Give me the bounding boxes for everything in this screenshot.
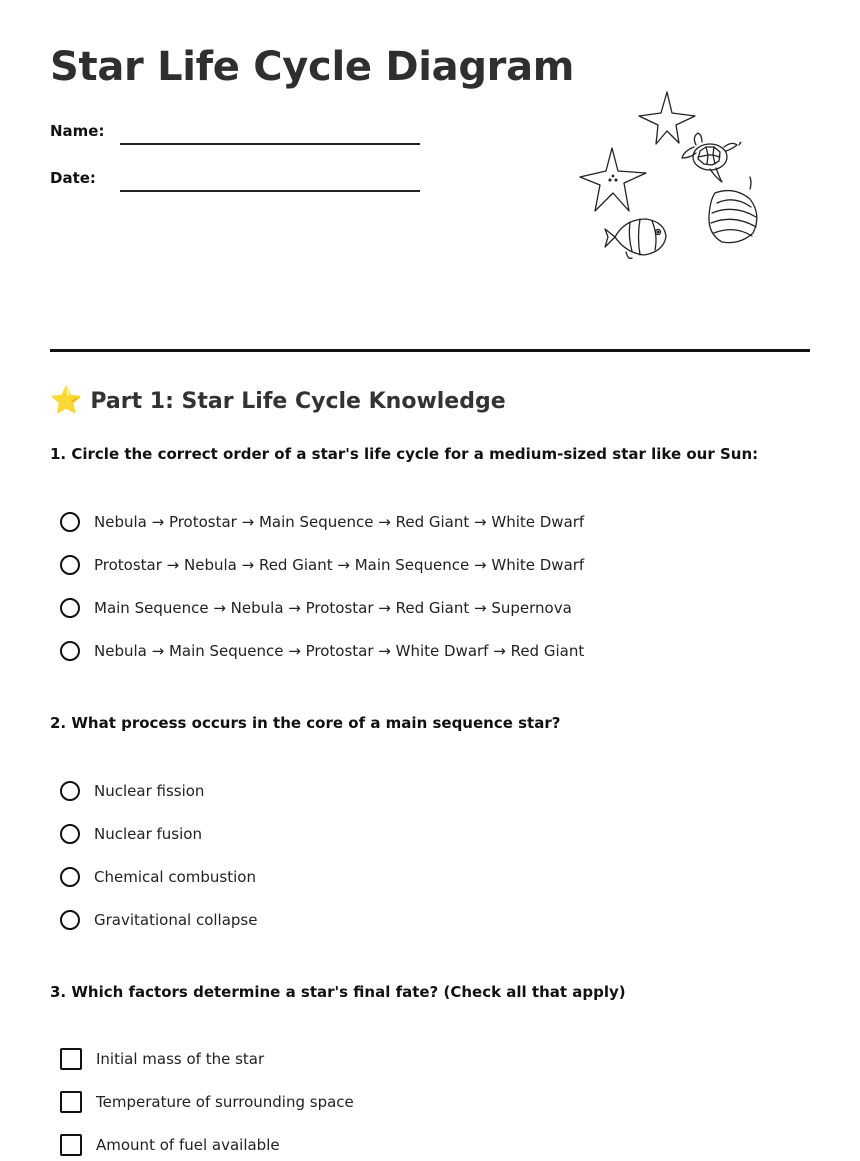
page-title: Star Life Cycle Diagram: [50, 44, 575, 90]
question-1-option[interactable]: [60, 509, 584, 535]
question-2-prompt: 2. What process occurs in the core of a main sequence star?: [50, 714, 561, 732]
radio-button[interactable]: [60, 512, 80, 532]
name-label: Name:: [50, 122, 105, 140]
question-2-option[interactable]: [60, 778, 204, 804]
question-2-option[interactable]: [60, 907, 257, 933]
option-label: Initial mass of the star: [96, 1050, 265, 1068]
fish-icon: [605, 219, 666, 258]
turtle-icon: [682, 133, 741, 182]
radio-button[interactable]: [60, 641, 80, 661]
option-label: Main Sequence → Nebula → Protostar → Red Giant → Supernova: [94, 599, 572, 617]
radio-button[interactable]: [60, 910, 80, 930]
radio-button[interactable]: [60, 867, 80, 887]
starfish-icon: [580, 148, 646, 211]
option-label: Nebula → Main Sequence → Protostar → White Dwarf → Red Giant: [94, 642, 585, 660]
starfish-icon: [639, 92, 695, 144]
checkbox[interactable]: [60, 1048, 82, 1070]
radio-button[interactable]: [60, 598, 80, 618]
name-field[interactable]: [120, 143, 420, 145]
question-3-option[interactable]: [60, 1089, 354, 1115]
question-2-option[interactable]: [60, 864, 256, 890]
option-label: Protostar → Nebula → Red Giant → Main Sequence → White Dwarf: [94, 556, 585, 574]
question-3-option[interactable]: [60, 1046, 264, 1072]
option-label: Gravitational collapse: [94, 911, 258, 929]
star-icon: ⭐: [50, 386, 83, 416]
question-3-prompt: 3. Which factors determine a star's final fate? (Check all that apply): [50, 983, 626, 1001]
section-heading: [50, 386, 506, 416]
question-1-prompt: 1. Circle the correct order of a star's life cycle for a medium-sized star like our Sun:: [50, 445, 759, 463]
option-label: Amount of fuel available: [96, 1136, 280, 1154]
checkbox[interactable]: [60, 1134, 82, 1156]
radio-button[interactable]: [60, 555, 80, 575]
date-label: Date:: [50, 169, 96, 187]
question-3-option[interactable]: [60, 1132, 280, 1158]
option-label: Nuclear fusion: [94, 825, 202, 843]
radio-button[interactable]: [60, 824, 80, 844]
date-field[interactable]: [120, 190, 420, 192]
question-1-option[interactable]: [60, 638, 584, 664]
shell-icon: [709, 177, 757, 243]
checkbox[interactable]: [60, 1091, 82, 1113]
question-1-option[interactable]: [60, 595, 572, 621]
question-2-option[interactable]: [60, 821, 202, 847]
sea-creatures-clipart-icon: [570, 85, 770, 270]
question-1-option[interactable]: [60, 552, 584, 578]
option-label: Temperature of surrounding space: [96, 1093, 354, 1111]
section-divider: [50, 349, 810, 352]
section-heading-text: Part 1: Star Life Cycle Knowledge: [90, 388, 506, 414]
option-label: Nuclear fission: [94, 782, 205, 800]
radio-button[interactable]: [60, 781, 80, 801]
option-label: Chemical combustion: [94, 868, 256, 886]
option-label: Nebula → Protostar → Main Sequence → Red Giant → White Dwarf: [94, 513, 585, 531]
